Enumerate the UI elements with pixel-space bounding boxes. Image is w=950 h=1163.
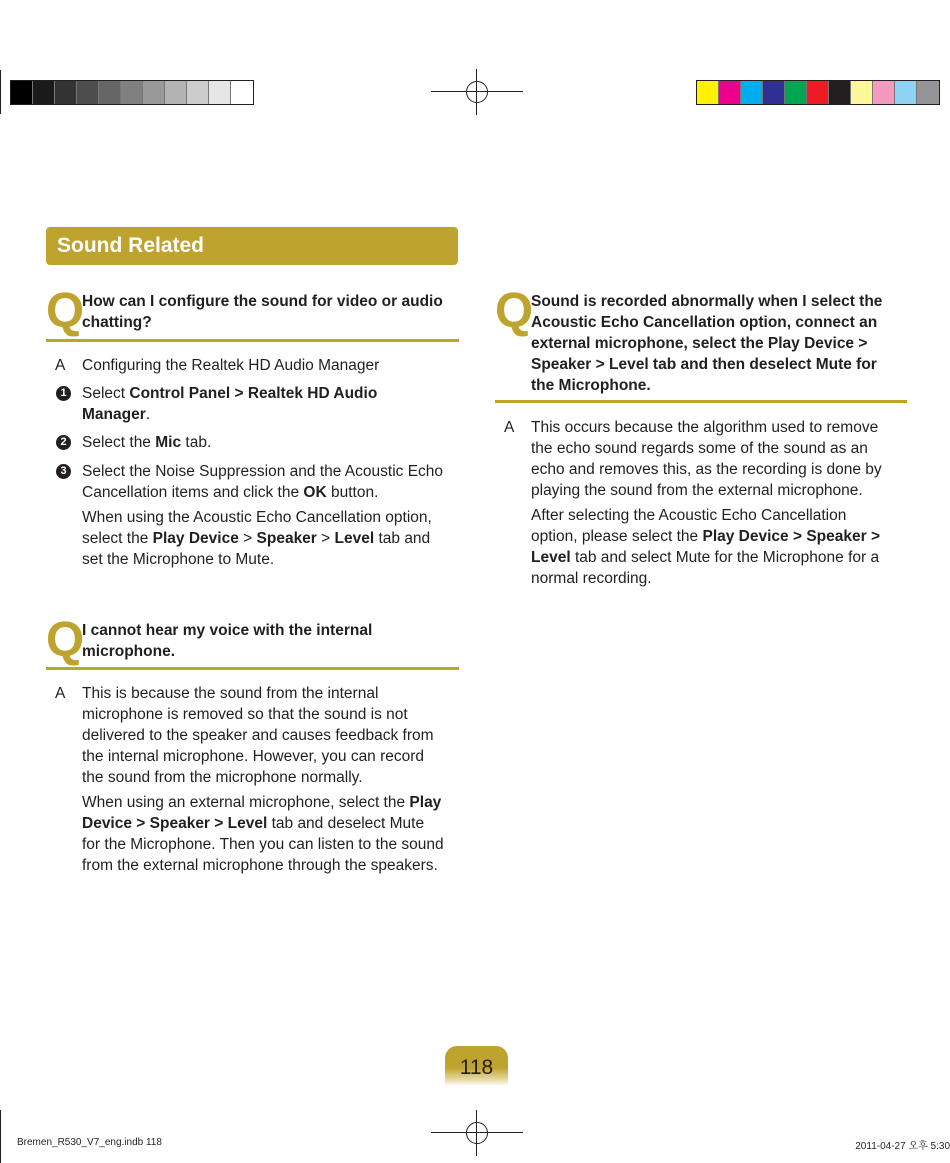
step-1: Select Control Panel > Realtek HD Audio Manager. — [82, 385, 378, 423]
crop-mark — [0, 70, 1, 114]
page-number: 118 — [445, 1046, 508, 1086]
answer-paragraph: This occurs because the algorithm used to remove the echo sound regards some of the sound as an echo and removes this, as the recording is done by playing the sound from the external microphone. — [531, 419, 882, 499]
step-number-3-icon: 3 — [56, 464, 71, 479]
q-icon: Q — [495, 284, 534, 338]
color-swatch — [785, 81, 807, 104]
step-3: Select the Noise Suppression and the Acoustic Echo Cancellation items and click the OK button. — [82, 463, 444, 501]
registration-mark-top — [431, 69, 523, 115]
step-2: Select the Mic tab. — [82, 434, 212, 451]
question-1 — [46, 284, 459, 346]
grey-swatch — [165, 81, 187, 104]
color-swatch — [741, 81, 763, 104]
q-icon: Q — [46, 284, 85, 338]
grey-swatch — [55, 81, 77, 104]
grey-swatch — [209, 81, 231, 104]
note-paragraph: When using the Acoustic Echo Cancellation option, select the Play Device > Speaker > Level tab and set the Microphone to Mute. — [82, 509, 432, 568]
color-swatch — [873, 81, 895, 104]
color-swatch — [829, 81, 851, 104]
answer-marker: A — [55, 357, 66, 374]
question-divider — [46, 339, 459, 342]
question-text: How can I configure the sound for video or audio chatting? — [82, 293, 443, 331]
crop-mark — [0, 1110, 1, 1163]
color-swatch — [697, 81, 719, 104]
question-3 — [495, 284, 907, 408]
grayscale-calibration-bar — [10, 80, 254, 105]
grey-swatch — [99, 81, 121, 104]
answer-marker: A — [504, 419, 515, 436]
footer-file-info: Bremen_R530_V7_eng.indb 118 — [17, 1137, 162, 1148]
answer-marker: A — [55, 685, 66, 702]
grey-swatch — [121, 81, 143, 104]
color-swatch — [763, 81, 785, 104]
color-swatch — [895, 81, 917, 104]
registration-mark-bottom — [431, 1110, 523, 1156]
step-number-1-icon: 1 — [56, 386, 71, 401]
section-header: Sound Related — [46, 227, 458, 265]
question-divider — [46, 667, 459, 670]
color-swatch — [851, 81, 873, 104]
question-divider — [495, 400, 907, 403]
note-paragraph: After selecting the Acoustic Echo Cancellation option, please select the Play Device > Speaker > Level tab and select Mute for the Microphone for a normal recording. — [531, 507, 881, 587]
note-paragraph: When using an external microphone, select the Play Device > Speaker > Level tab and deselect Mute for the Microphone. Then you can listen to the sound from the external microphone through the speakers. — [82, 794, 444, 874]
answer-paragraph: This is because the sound from the internal microphone is removed so that the sound is not delivered to the speaker and causes feedback from the internal microphone. However, you can record the sound from the microphone normally. — [82, 685, 434, 786]
grey-swatch — [143, 81, 165, 104]
step-number-2-icon: 2 — [56, 435, 71, 450]
grey-swatch — [77, 81, 99, 104]
answer-title: Configuring the Realtek HD Audio Manager — [82, 357, 380, 374]
color-calibration-bar — [696, 80, 940, 105]
grey-swatch — [33, 81, 55, 104]
color-swatch — [719, 81, 741, 104]
grey-swatch — [231, 81, 253, 104]
question-2 — [46, 613, 459, 675]
grey-swatch — [187, 81, 209, 104]
q-icon: Q — [46, 613, 85, 667]
color-swatch — [917, 81, 939, 104]
question-text: I cannot hear my voice with the internal microphone. — [82, 622, 373, 660]
question-text: Sound is recorded abnormally when I select the Acoustic Echo Cancellation option, connect an external microphone, select the Play Device > Speaker > Level tab and then deselect Mute for the Microphone. — [531, 293, 883, 394]
color-swatch — [807, 81, 829, 104]
footer-timestamp: 2011-04-27 오후 5:30 — [855, 1141, 950, 1152]
grey-swatch — [11, 81, 33, 104]
